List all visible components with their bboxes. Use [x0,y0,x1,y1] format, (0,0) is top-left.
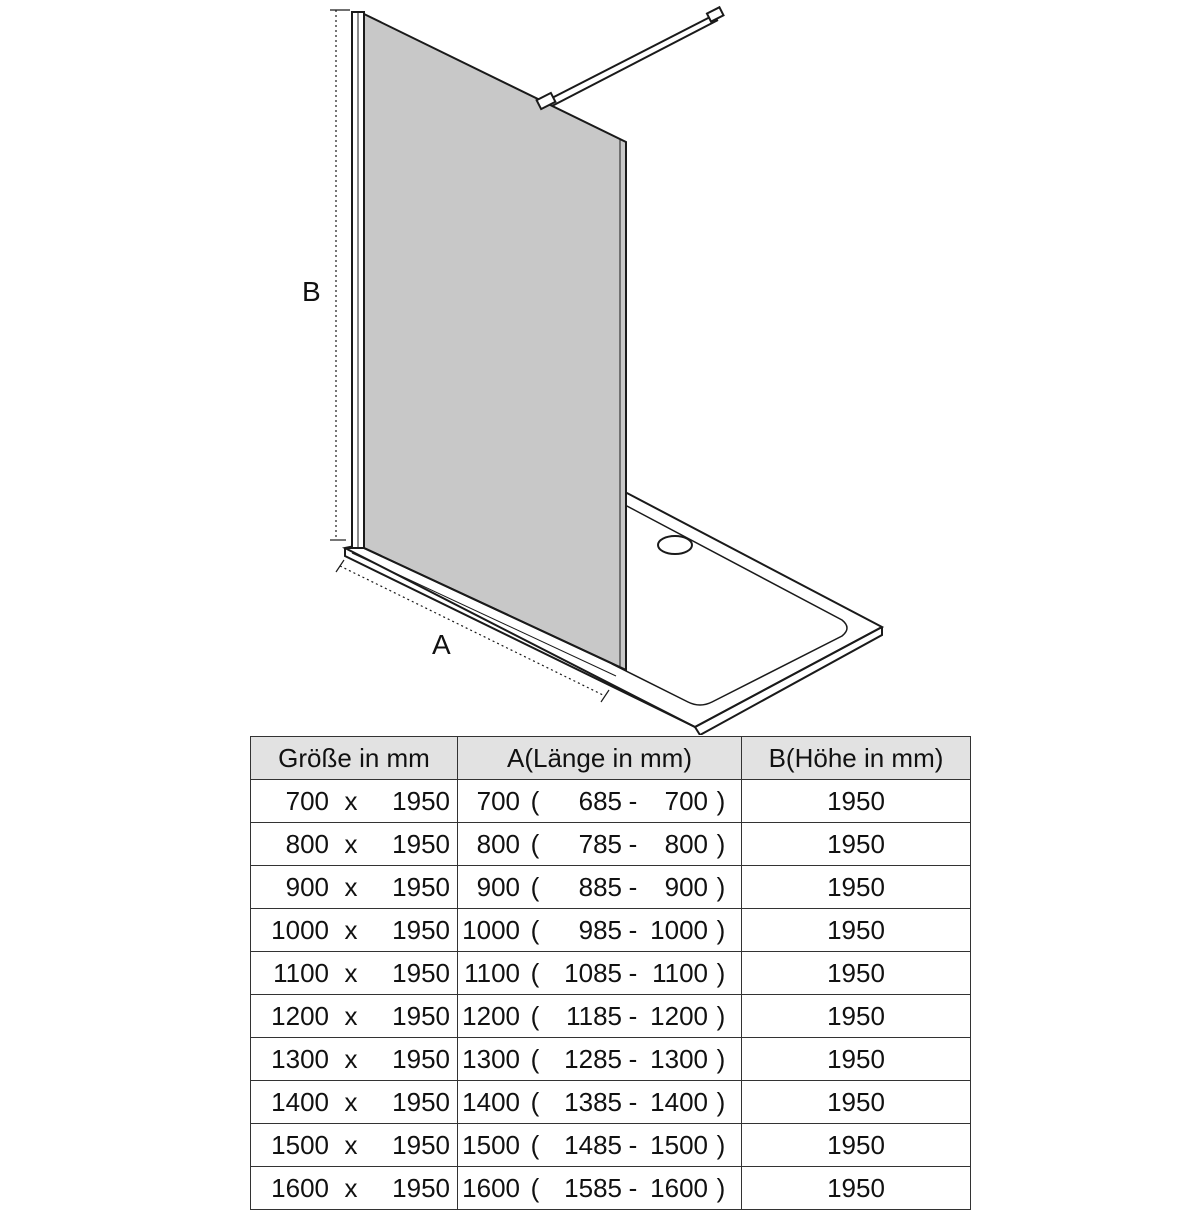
range-dash: - [628,1043,638,1074]
length-cell [458,1038,742,1081]
range-max: 1100 [652,957,708,988]
drain-icon [658,536,692,554]
size-cell [251,823,458,866]
range-close: ) [716,914,726,945]
range-open: ( [530,1043,540,1074]
height-cell: 1950 [742,1081,971,1124]
height-label: B [302,276,321,307]
range-dash: - [628,914,638,945]
table-row [251,909,971,952]
range-close: ) [716,871,726,902]
table-row [251,1081,971,1124]
height-cell: 1950 [742,995,971,1038]
range-close: ) [716,1172,726,1203]
range-max: 1400 [650,1086,708,1117]
range-min: 685 [578,785,622,816]
size-width: 1500 [271,1129,329,1160]
range-max: 1200 [650,1000,708,1031]
size-times: x [344,1172,358,1203]
size-width: 1000 [271,914,329,945]
size-width: 1600 [271,1172,329,1203]
height-cell: 1950 [742,909,971,952]
length-value: 1000 [462,914,520,945]
range-max: 1300 [650,1043,708,1074]
size-height: 1950 [392,1000,450,1031]
table-row [251,1167,971,1210]
range-open: ( [530,1172,540,1203]
height-cell: 1950 [742,823,971,866]
size-width: 1100 [273,957,329,988]
length-value: 800 [476,828,520,859]
size-times: x [344,785,358,816]
size-width: 1400 [271,1086,329,1117]
wall-profile [352,12,364,548]
range-close: ) [716,1043,726,1074]
size-cell [251,995,458,1038]
size-times: x [344,1043,358,1074]
range-dash: - [628,1000,638,1031]
size-cell [251,1167,458,1210]
range-close: ) [716,1129,726,1160]
size-height: 1950 [392,1086,450,1117]
range-close: ) [716,1086,726,1117]
table-row [251,823,971,866]
size-cell [251,909,458,952]
size-cell [251,1081,458,1124]
width-label: A [432,629,451,660]
height-cell: 1950 [742,1167,971,1210]
size-cell [251,1038,458,1081]
length-value: 1500 [462,1129,520,1160]
range-max: 1600 [650,1172,708,1203]
size-width: 800 [285,828,329,859]
range-min: 785 [578,828,622,859]
height-cell: 1950 [742,1124,971,1167]
range-min: 1185 [566,1000,622,1031]
length-value: 1200 [462,1000,520,1031]
length-cell [458,866,742,909]
range-min: 885 [578,871,622,902]
table-row [251,1038,971,1081]
length-cell [458,1081,742,1124]
range-close: ) [716,828,726,859]
range-dash: - [628,1086,638,1117]
size-times: x [344,1086,358,1117]
length-cell [458,909,742,952]
range-dash: - [628,1172,638,1203]
range-min: 1285 [564,1043,622,1074]
length-value: 1400 [462,1086,520,1117]
range-max: 1500 [650,1129,708,1160]
length-cell [458,823,742,866]
range-open: ( [530,1000,540,1031]
range-open: ( [530,914,540,945]
table-row [251,780,971,823]
size-times: x [344,914,358,945]
length-value: 1600 [462,1172,520,1203]
header-length: A(Länge in mm) [458,737,742,780]
length-cell [458,1167,742,1210]
range-max: 1000 [650,914,708,945]
range-dash: - [628,957,638,988]
length-cell [458,952,742,995]
size-times: x [344,1129,358,1160]
range-open: ( [530,1086,540,1117]
size-cell [251,780,458,823]
range-dash: - [628,871,638,902]
table-header-row [251,737,971,780]
height-cell: 1950 [742,1038,971,1081]
size-cell [251,866,458,909]
range-min: 985 [578,914,622,945]
height-cell: 1950 [742,866,971,909]
size-width: 1300 [271,1043,329,1074]
range-min: 1485 [564,1129,622,1160]
size-height: 1950 [392,828,450,859]
stabilizer-bar [537,7,724,109]
size-height: 1950 [392,785,450,816]
size-times: x [344,1000,358,1031]
size-table [250,736,971,1210]
size-times: x [344,957,358,988]
size-cell [251,952,458,995]
table-row [251,1124,971,1167]
range-close: ) [716,957,726,988]
range-open: ( [530,871,540,902]
range-open: ( [530,828,540,859]
range-open: ( [530,957,540,988]
size-height: 1950 [392,957,450,988]
length-value: 900 [476,871,520,902]
size-times: x [344,828,358,859]
table-row [251,866,971,909]
range-max: 900 [664,871,708,902]
size-height: 1950 [392,914,450,945]
length-value: 1300 [462,1043,520,1074]
range-close: ) [716,1000,726,1031]
size-height: 1950 [392,1129,450,1160]
length-value: 700 [476,785,520,816]
range-open: ( [530,785,540,816]
range-open: ( [530,1129,540,1160]
size-width: 900 [285,871,329,902]
table-row [251,952,971,995]
range-dash: - [628,785,638,816]
size-height: 1950 [392,1172,450,1203]
length-cell [458,995,742,1038]
range-max: 800 [664,828,708,859]
table-row [251,995,971,1038]
height-cell: 1950 [742,952,971,995]
range-close: ) [716,785,726,816]
size-height: 1950 [392,1043,450,1074]
range-max: 700 [664,785,708,816]
range-min: 1085 [564,957,622,988]
length-cell [458,1124,742,1167]
range-min: 1585 [564,1172,622,1203]
range-min: 1385 [564,1086,622,1117]
range-dash: - [628,828,638,859]
size-width: 1200 [271,1000,329,1031]
size-height: 1950 [392,871,450,902]
size-cell [251,1124,458,1167]
length-value: 1100 [464,957,520,988]
size-width: 700 [285,785,329,816]
header-height: B(Höhe in mm) [742,737,971,780]
height-cell: 1950 [742,780,971,823]
size-times: x [344,871,358,902]
length-cell [458,780,742,823]
header-size: Größe in mm [251,737,458,780]
range-dash: - [628,1129,638,1160]
